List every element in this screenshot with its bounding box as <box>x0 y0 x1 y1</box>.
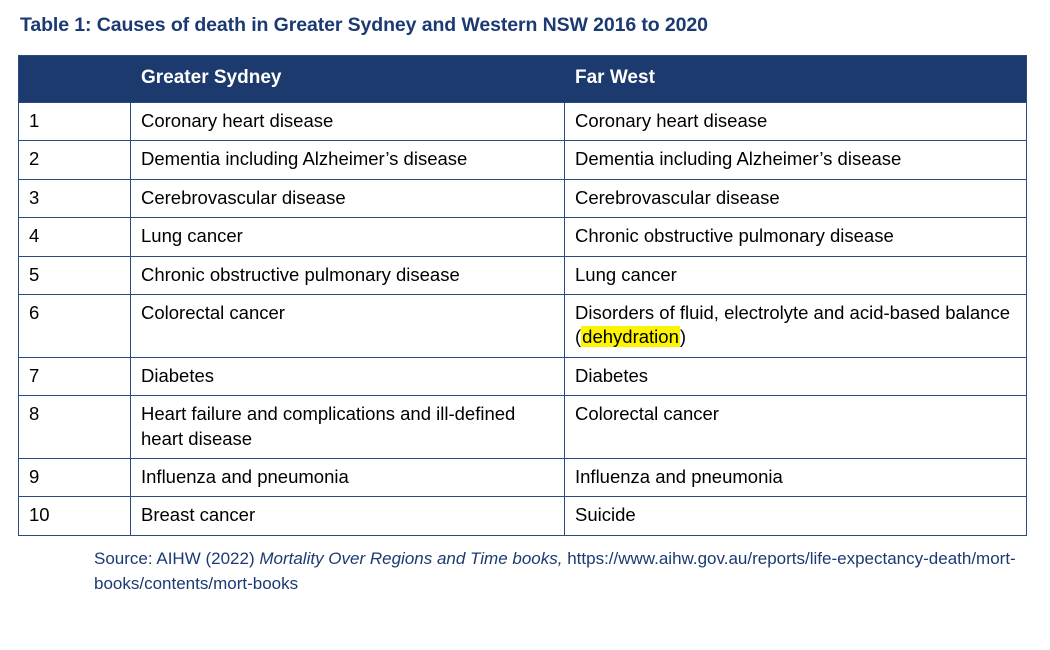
column-header-greater-sydney: Greater Sydney <box>131 56 565 103</box>
cell-rank: 6 <box>19 295 131 358</box>
cell-rank: 8 <box>19 396 131 459</box>
cell-far-west: Colorectal cancer <box>565 396 1027 459</box>
cell-rank: 10 <box>19 497 131 535</box>
cell-far-west: Dementia including Alzheimer’s disease <box>565 141 1027 179</box>
table-row <box>19 103 1027 141</box>
cell-greater-sydney: Heart failure and complications and ill-defined heart disease <box>131 396 565 459</box>
cell-greater-sydney: Coronary heart disease <box>131 103 565 141</box>
table-header-row <box>19 56 1027 103</box>
column-header-rank <box>19 56 131 103</box>
cell-greater-sydney: Breast cancer <box>131 497 565 535</box>
causes-of-death-table <box>18 55 1027 536</box>
cell-far-west: Influenza and pneumonia <box>565 459 1027 497</box>
cell-greater-sydney: Dementia including Alzheimer’s disease <box>131 141 565 179</box>
source-url: https://www.aihw.gov.au/reports/life-expectancy-death/mort-books/contents/mort-books <box>94 548 1016 594</box>
cell-text-prefix: Disorders of fluid, electrolyte and acid-based balance ( <box>575 302 1010 348</box>
table-row <box>19 459 1027 497</box>
cell-far-west: Cerebrovascular disease <box>565 179 1027 217</box>
table-header <box>19 56 1027 103</box>
cell-far-west: Lung cancer <box>565 256 1027 294</box>
cell-far-west: Diabetes <box>565 357 1027 395</box>
cell-rank: 4 <box>19 218 131 256</box>
cell-greater-sydney: Cerebrovascular disease <box>131 179 565 217</box>
source-prefix: Source: AIHW (2022) <box>94 548 260 568</box>
table-row <box>19 497 1027 535</box>
cell-rank: 5 <box>19 256 131 294</box>
cell-far-west: Coronary heart disease <box>565 103 1027 141</box>
table-row <box>19 256 1027 294</box>
table-row <box>19 396 1027 459</box>
cell-rank: 2 <box>19 141 131 179</box>
cell-greater-sydney: Colorectal cancer <box>131 295 565 358</box>
highlighted-term: dehydration <box>582 326 679 348</box>
source-publication-title: Mortality Over Regions and Time books, <box>259 548 563 568</box>
column-header-far-west: Far West <box>565 56 1027 103</box>
table-row <box>19 141 1027 179</box>
table-row <box>19 179 1027 217</box>
cell-greater-sydney: Diabetes <box>131 357 565 395</box>
cell-far-west: Chronic obstructive pulmonary disease <box>565 218 1027 256</box>
cell-greater-sydney: Influenza and pneumonia <box>131 459 565 497</box>
page-title: Table 1: Causes of death in Greater Sydney and Western NSW 2016 to 2020 <box>20 14 708 36</box>
cell-rank: 3 <box>19 179 131 217</box>
cell-greater-sydney: Chronic obstructive pulmonary disease <box>131 256 565 294</box>
cell-text-suffix: ) <box>679 326 687 348</box>
cell-rank: 7 <box>19 357 131 395</box>
cell-rank: 9 <box>19 459 131 497</box>
table-row <box>19 295 1027 358</box>
cell-far-west: Suicide <box>565 497 1027 535</box>
table-row <box>19 218 1027 256</box>
source-note <box>94 546 1034 597</box>
cell-far-west <box>565 295 1027 358</box>
cell-rank: 1 <box>19 103 131 141</box>
table-row <box>19 357 1027 395</box>
table-body <box>19 103 1027 536</box>
cell-greater-sydney: Lung cancer <box>131 218 565 256</box>
